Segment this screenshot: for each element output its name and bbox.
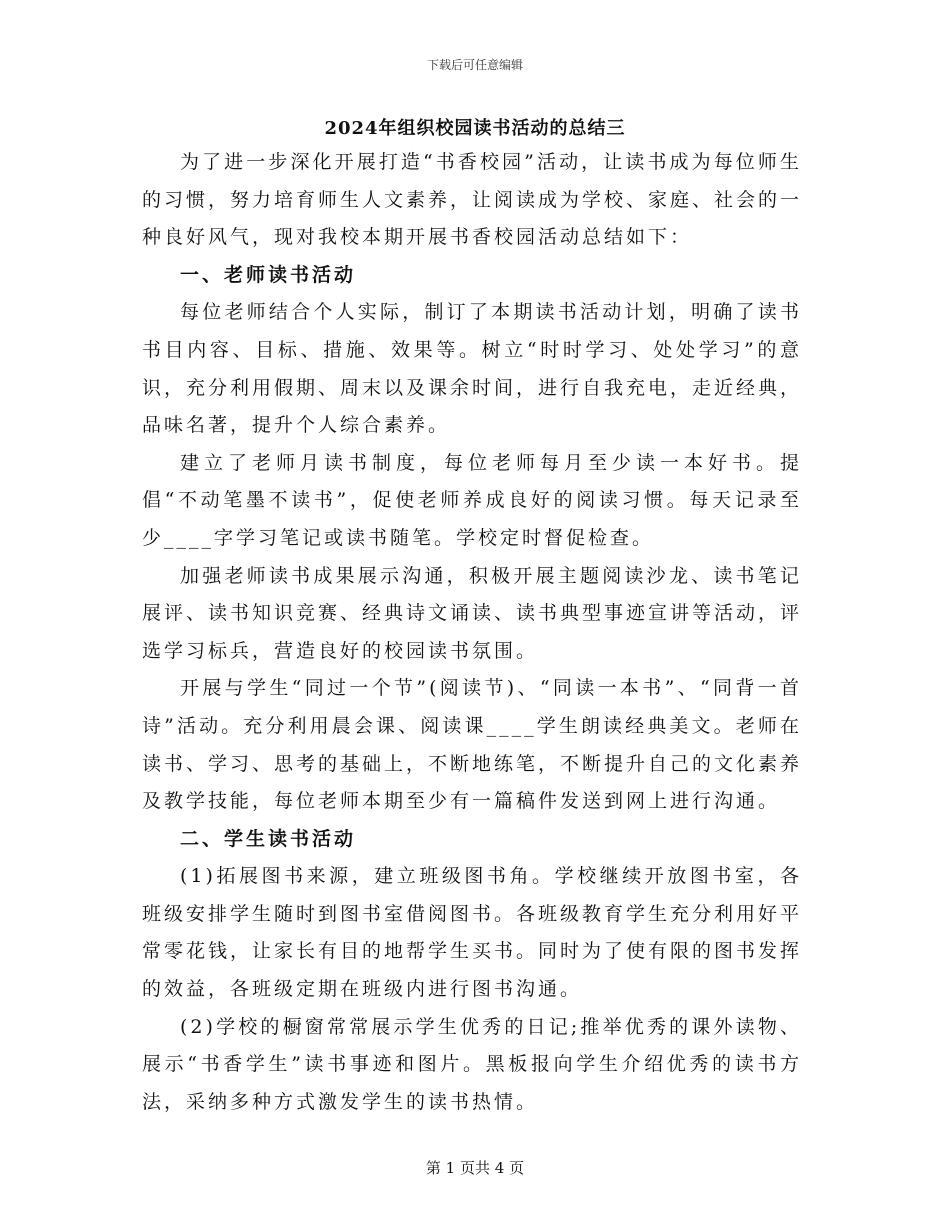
student-paragraph-2: (2)学校的橱窗常常展示学生优秀的日记;推举优秀的课外读物、展示“书香学生”读书事迹和图片。黑板报向学生介绍优秀的读书方法，采纳多种方式激发学生的读书热情。 (142, 1015, 802, 1113)
header-note: 下载后可任意编辑 (426, 58, 523, 72)
teacher-paragraph-1: 每位老师结合个人实际，制订了本期读书活动计划，明确了读书书目内容、目标、措施、效果等。树立“时时学习、处处学习”的意识，充分利用假期、周末以及课余时间，进行自我充电，走近经典，品味名著，提升个人综合素养。 (142, 301, 803, 437)
teacher-paragraph-4: 开展与学生“同过一个节”(阅读节)、“同读一本书”、“同背一首诗”活动。充分利用晨会课、阅读课____学生朗读经典美文。老师在读书、学习、思考的基础上，不断地练笔，不断提升自己的文化素养及教学技能，每位老师本期至少有一篇稿件发送到网上进行沟通。 (142, 677, 803, 813)
teacher-paragraph-2: 建立了老师月读书制度，每位老师每月至少读一本好书。提倡“不动笔墨不读书”，促使老师养成良好的阅读习惯。每天记录至少____字学习笔记或读书随笔。学校定时督促检查。 (142, 451, 802, 549)
student-paragraph-1: (1)拓展图书来源，建立班级图书角。学校继续开放图书室，各班级安排学生随时到图书室借阅图书。各班级教育学生充分利用好平常零花钱，让家长有目的地帮学生买书。同时为了使有限的图书发挥的效益，各班级定期在班级内进行图书沟通。 (142, 865, 803, 1001)
section-heading-student-reading: 二、学生读书活动 (180, 827, 357, 850)
document-title: 2024年组织校园读书活动的总结三 (324, 118, 626, 139)
teacher-paragraph-3: 加强老师读书成果展示沟通，积极开展主题阅读沙龙、读书笔记展评、读书知识竞赛、经典诗文诵读、读书典型事迹宣讲等活动，评选学习标兵，营造良好的校园读书氛围。 (142, 564, 803, 662)
document-body (142, 144, 802, 1121)
intro-paragraph: 为了进一步深化开展打造“书香校园”活动，让读书成为每位师生的习惯，努力培育师生人文素养，让阅读成为学校、家庭、社会的一种良好风气，现对我校本期开展书香校园活动总结如下： (142, 151, 803, 249)
section-heading-teacher-reading: 一、老师读书活动 (180, 263, 357, 286)
page-number-footer: 第 1 页共 4 页 (425, 1159, 525, 1177)
